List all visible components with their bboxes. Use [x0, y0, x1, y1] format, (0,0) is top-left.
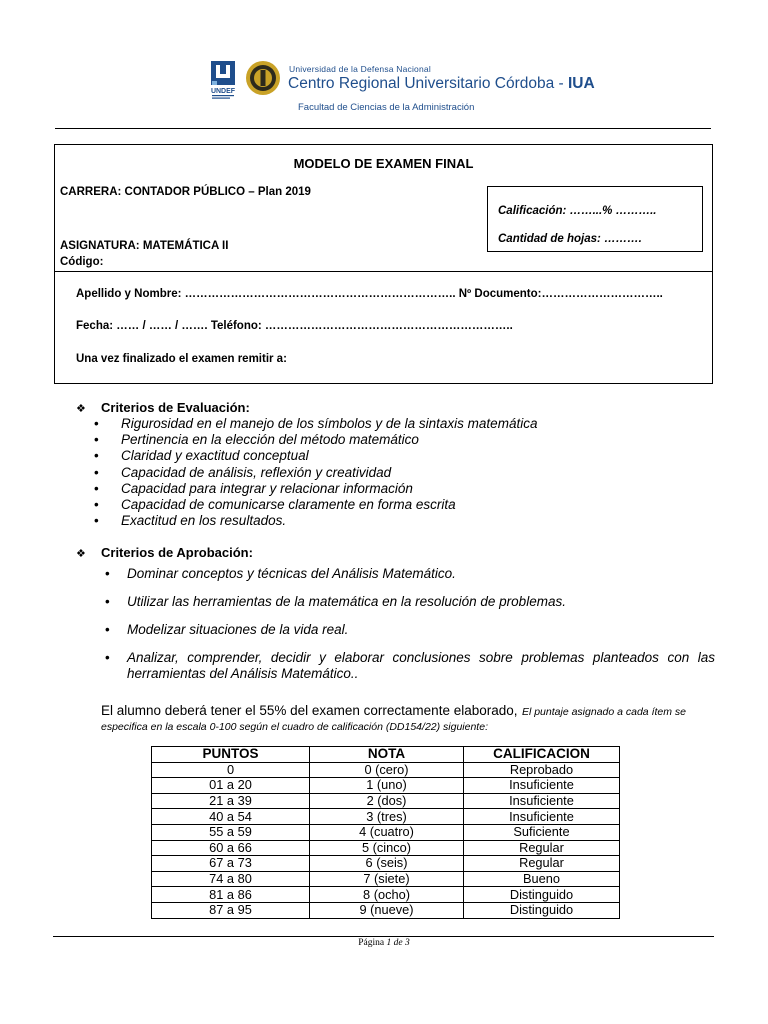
cell-puntos: 81 a 86 [152, 887, 310, 903]
cell-calificacion: Insuficiente [464, 778, 620, 794]
list-item-text: Rigurosidad en el manejo de los símbolos y de la sintaxis matemática [121, 416, 538, 431]
diamond-bullet-icon: ❖ [76, 548, 86, 560]
exam-header-box [54, 144, 713, 384]
bullet-icon: • [94, 416, 99, 431]
cell-calificacion: Regular [464, 840, 620, 856]
list-item-text: Capacidad de análisis, reflexión y creatividad [121, 464, 392, 480]
fecha-telefono-field: Fecha: …… / …… / ……. Teléfono: ……………………………………………………….. [76, 320, 513, 332]
center-name-text: Centro Regional Universitario Córdoba - [288, 75, 568, 92]
table-row [152, 762, 620, 778]
list-item [105, 594, 715, 610]
carrera-label: CARRERA: CONTADOR PÚBLICO – Plan 2019 [60, 186, 311, 198]
bullet-icon: • [94, 464, 99, 480]
cell-calificacion: Suficiente [464, 824, 620, 840]
cell-calificacion: Regular [464, 856, 620, 872]
footer-divider [53, 936, 714, 937]
list-item-text: Capacidad de comunicarse claramente en forma escrita [121, 497, 456, 513]
cell-nota: 3 (tres) [310, 809, 464, 825]
center-name [288, 75, 595, 93]
table-row [152, 793, 620, 809]
list-item [94, 448, 537, 464]
approval-paragraph-main: El alumno deberá tener el 55% del examen correctamente elaborado, [101, 703, 518, 718]
table-row [152, 840, 620, 856]
cell-calificacion: Reprobado [464, 762, 620, 778]
university-name-small: Universidad de la Defensa Nacional [289, 64, 431, 74]
cell-nota: 1 (uno) [310, 778, 464, 794]
grade-table [151, 746, 620, 919]
codigo-label: Código: [60, 256, 104, 268]
faculty-name: Facultad de Ciencias de la Administración [298, 102, 475, 113]
page-footer [0, 938, 768, 948]
center-name-suffix: IUA [568, 75, 595, 92]
calificacion-field: Calificación: ……...% ……….. [498, 205, 657, 217]
cell-calificacion: Distinguido [464, 887, 620, 903]
page-current: 1 [386, 938, 392, 948]
cell-nota: 7 (siete) [310, 871, 464, 887]
criterios-evaluacion-heading: Criterios de Evaluación: [101, 400, 250, 415]
header-puntos: PUNTOS [152, 747, 310, 763]
list-item [94, 513, 537, 529]
cell-calificacion: Insuficiente [464, 793, 620, 809]
cell-nota: 4 (cuatro) [310, 824, 464, 840]
table-row [152, 856, 620, 872]
table-row [152, 809, 620, 825]
list-item [94, 481, 537, 497]
bullet-icon: • [94, 480, 99, 496]
table-row [152, 902, 620, 918]
bullet-icon: • [105, 594, 110, 609]
cell-calificacion: Bueno [464, 871, 620, 887]
cell-nota: 2 (dos) [310, 793, 464, 809]
remitir-label: Una vez finalizado el examen remitir a: [76, 353, 287, 365]
exam-box-divider [54, 271, 713, 272]
list-item [94, 432, 537, 448]
list-item [105, 622, 715, 638]
list-item [94, 465, 537, 481]
list-item [94, 416, 537, 432]
bullet-icon: • [105, 566, 110, 581]
bullet-icon: • [105, 622, 110, 637]
bullet-icon: • [105, 650, 110, 665]
list-item-text: Utilizar las herramientas de la matemática en la resolución de problemas. [127, 594, 566, 609]
table-header-row [152, 747, 620, 763]
list-item [105, 650, 715, 682]
cell-puntos: 55 a 59 [152, 824, 310, 840]
list-item-text: Modelizar situaciones de la vida real. [127, 622, 349, 637]
list-item-text: Dominar conceptos y técnicas del Análisis Matemático. [127, 566, 456, 581]
page-of: de [391, 938, 405, 948]
list-item-text: Pertinencia en la elección del método matemático [121, 432, 419, 448]
cell-puntos: 21 a 39 [152, 793, 310, 809]
list-item-text: Exactitud en los resultados. [121, 513, 287, 529]
table-row [152, 887, 620, 903]
asignatura-label: ASIGNATURA: MATEMÁTICA II [60, 240, 229, 252]
undef-logo-text: UNDEF [210, 88, 236, 95]
exam-title: MODELO DE EXAMEN FINAL [293, 156, 474, 171]
criterios-aprobacion-heading: Criterios de Aprobación: [101, 545, 253, 560]
cell-nota: 0 (cero) [310, 762, 464, 778]
undef-logo [209, 60, 239, 100]
list-item [105, 566, 715, 582]
cell-nota: 9 (nueve) [310, 902, 464, 918]
cell-calificacion: Distinguido [464, 902, 620, 918]
list-item-text: Capacidad para integrar y relacionar información [121, 480, 413, 496]
table-row [152, 871, 620, 887]
page-label: Página [358, 938, 387, 948]
cell-calificacion: Insuficiente [464, 809, 620, 825]
cell-puntos: 87 a 95 [152, 902, 310, 918]
header-nota: NOTA [310, 747, 464, 763]
approval-paragraph-note: El puntaje asignado a cada ítem se especifica en la escala 0-100 según el cuadro de calificación (DD154/22) siguiente: [101, 706, 686, 733]
cell-puntos: 01 a 20 [152, 778, 310, 794]
cantidad-hojas-field: Cantidad de hojas: ………. [498, 233, 642, 245]
list-item-text: Analizar, comprender, decidir y elaborar conclusiones sobre problemas planteados con las herramientas del Análisis Matemático.. [127, 650, 715, 681]
page-total: 3 [404, 938, 410, 948]
bullet-icon: • [94, 448, 99, 464]
cell-nota: 6 (seis) [310, 856, 464, 872]
list-item-text: Claridad y exactitud conceptual [121, 448, 309, 464]
cell-puntos: 74 a 80 [152, 871, 310, 887]
cell-puntos: 67 a 73 [152, 856, 310, 872]
criterios-evaluacion-list [94, 416, 537, 529]
list-item [94, 497, 537, 513]
bullet-icon: • [94, 432, 99, 448]
cell-puntos: 40 a 54 [152, 809, 310, 825]
table-row [152, 824, 620, 840]
approval-paragraph [101, 704, 714, 734]
cell-puntos: 60 a 66 [152, 840, 310, 856]
cell-puntos: 0 [152, 762, 310, 778]
header-divider [55, 128, 711, 129]
bullet-icon: • [94, 497, 99, 513]
cell-nota: 8 (ocho) [310, 887, 464, 903]
apellido-documento-field: Apellido y Nombre: …………………………………………………………….. Nº Documento:………………………….. [76, 288, 663, 300]
iua-seal-logo [245, 59, 281, 97]
table-row [152, 778, 620, 794]
bullet-icon: • [94, 513, 99, 529]
header-calificacion: CALIFICACION [464, 747, 620, 763]
cell-nota: 5 (cinco) [310, 840, 464, 856]
diamond-bullet-icon: ❖ [76, 403, 86, 415]
